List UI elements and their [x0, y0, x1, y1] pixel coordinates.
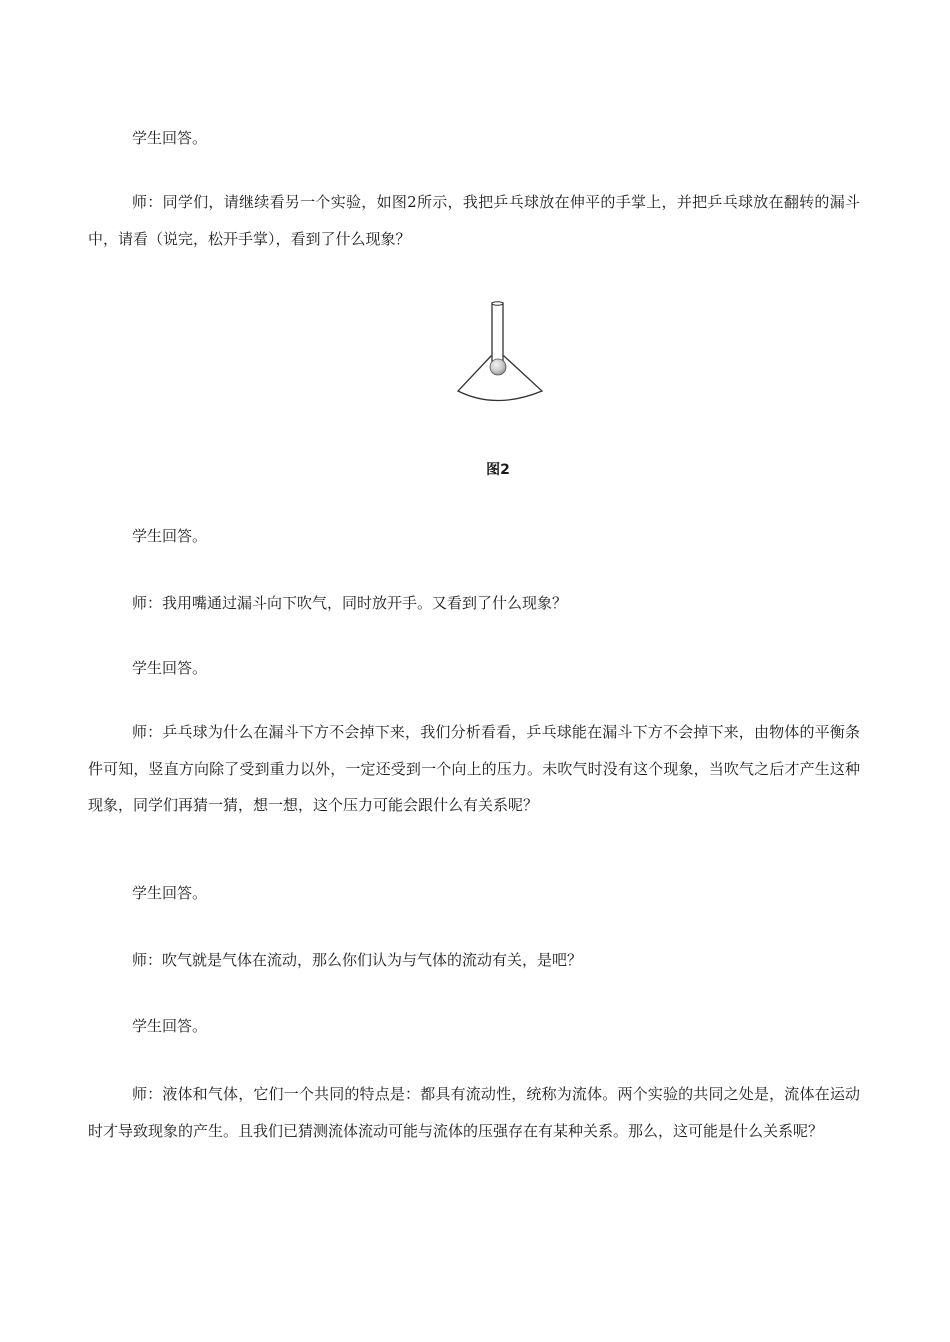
- funnel-stem-top: [492, 302, 503, 306]
- paragraph-student-answer-2: 学生回答。: [132, 527, 208, 545]
- paragraph-teacher-experiment-intro: 师：同学们，请继续看另一个实验，如图2所示，我把乒乓球放在伸平的手掌上，并把乒乓球放在翻转的漏斗中，请看（说完，松开手掌），看到了什么现象？: [88, 193, 860, 248]
- funnel-ball-diagram: [455, 300, 547, 410]
- paragraph-student-answer-5: 学生回答。: [132, 1017, 208, 1035]
- funnel-ball-figure: [455, 300, 547, 410]
- paragraph-teacher-fluids: 师：液体和气体，它们一个共同的特点是：都具有流动性，统称为流体。两个实验的共同之处是，流体在运动时才导致现象的产生。且我们已猜测流体流动可能与流体的压强存在有某种关系。那么，这可能是什么关系呢？: [88, 1085, 860, 1140]
- ping-pong-ball: [490, 359, 506, 375]
- paragraph-student-answer-1: 学生回答。: [132, 129, 208, 147]
- paragraph-student-answer-4: 学生回答。: [132, 884, 208, 902]
- paragraph-teacher-analysis: 师：乒乓球为什么在漏斗下方不会掉下来，我们分析看看，乒乓球能在漏斗下方不会掉下来，由物体的平衡条件可知，竖直方向除了受到重力以外，一定还受到一个向上的压力。未吹气时没有这个现象，当吹气之后才产生这种现象，同学们再猜一猜，想一想，这个压力可能会跟什么有关系呢？: [88, 723, 860, 814]
- funnel-stem: [492, 303, 503, 363]
- paragraph-student-answer-3: 学生回答。: [132, 659, 208, 677]
- paragraph-teacher-gas-flow: 师：吹气就是气体在流动，那么你们认为与气体的流动有关，是吧？: [132, 951, 583, 969]
- paragraph-teacher-blow-air: 师：我用嘴通过漏斗向下吹气，同时放开手。又看到了什么现象？: [132, 594, 568, 612]
- figure-caption: 图2: [486, 462, 510, 478]
